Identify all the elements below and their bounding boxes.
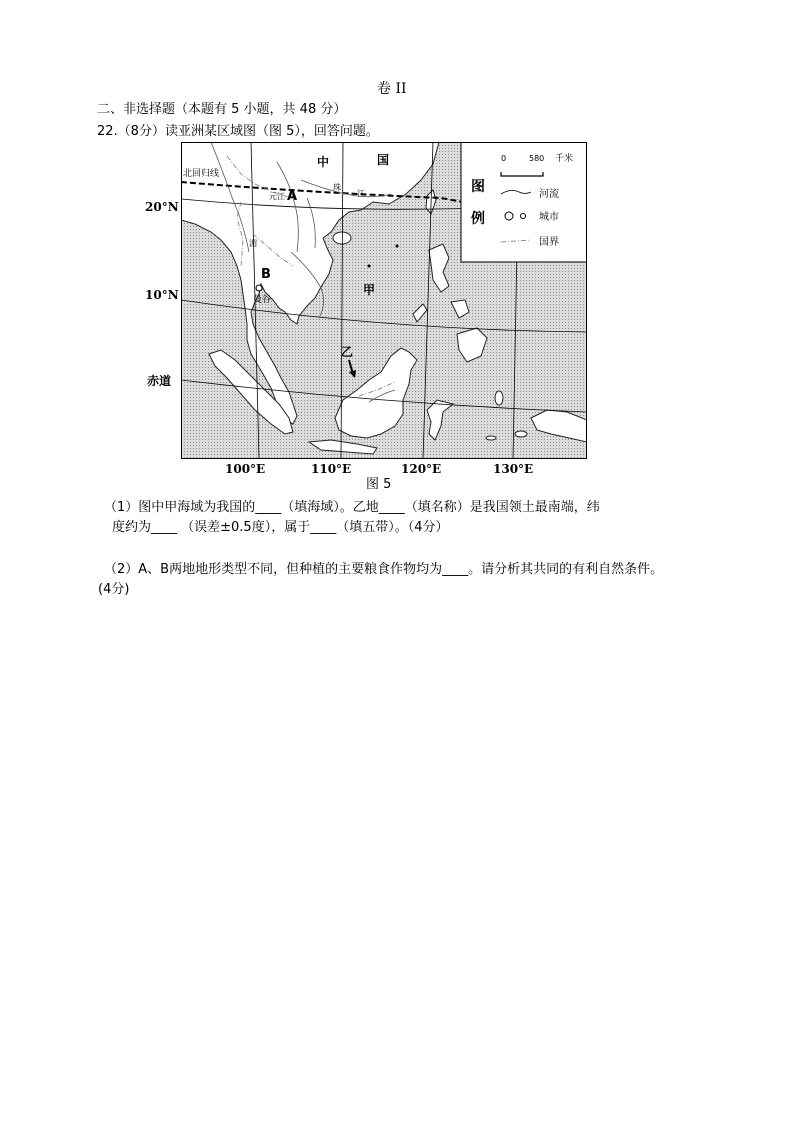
lon-label-130e: 130°E (493, 462, 534, 476)
question-1-line-2: 度约为____ （误差±0.5度），属于____（填五带）。（4分） (112, 520, 449, 535)
scale-value-label: 580 (529, 154, 545, 163)
small-island (486, 436, 496, 440)
question-1-line-1: （1）图中甲海域为我国的____（填海域）。乙地____（填名称）是我国领土最南端，纬 (104, 500, 600, 515)
tropic-label: 北回归线 (183, 169, 220, 179)
question-2-line-1: （2）A、B两地地形类型不同，但种植的主要粮食作物均为____。请分析其共同的有利自然条件。 (104, 562, 664, 577)
point-b-label: B (261, 267, 271, 282)
large-city-legend-icon (505, 212, 513, 220)
scale-zero-label: 0 (501, 154, 507, 163)
lon-label-110e: 110°E (311, 462, 352, 476)
sea-jia-label: 甲 (363, 283, 376, 297)
lat-label-equator: 赤道 (147, 374, 172, 388)
small-city-legend-icon (521, 214, 526, 219)
country-label-zhong: 中 (317, 155, 330, 169)
lat-label-10n: 10°N (145, 288, 179, 302)
question-intro: 22.（8分）读亚洲某区域图（图 5），回答问题。 (97, 124, 379, 139)
legend-title-tu: 图 (471, 179, 485, 195)
river-jiang-label: 江 (357, 189, 365, 198)
figure-caption: 图 5 (366, 477, 392, 492)
city-yuanjiang-label: 元江 (269, 192, 285, 201)
bangkok-city-marker (256, 285, 262, 291)
city-bangkok-label: 曼谷 (253, 295, 272, 305)
section-title: 二、非选择题（本题有 5 小题，共 48 分） (97, 102, 347, 117)
lon-label-120e: 120°E (401, 462, 442, 476)
lon-label-100e: 100°E (225, 462, 266, 476)
asia-region-map (181, 142, 587, 459)
legend-title-li: 例 (471, 211, 485, 227)
river-mei-label: 湄 (249, 239, 257, 248)
lat-label-20n: 20°N (145, 200, 179, 214)
scale-unit-label: 千米 (555, 154, 574, 164)
river-zhu-label: 珠 (333, 183, 341, 192)
volume-title: 卷 II (377, 81, 407, 97)
legend-border-label: 国界 (539, 237, 559, 248)
point-a-label: A (287, 189, 298, 204)
point-yi-label: 乙 (341, 345, 354, 359)
map-legend (461, 142, 587, 262)
country-label-guo: 国 (377, 153, 390, 167)
island-marker (368, 265, 371, 268)
legend-city-label: 城市 (539, 212, 559, 223)
small-island (515, 431, 527, 437)
legend-river-label: 河流 (539, 189, 559, 200)
small-island (495, 391, 503, 405)
island-marker (396, 245, 399, 248)
question-2-line-2: (4分) (98, 582, 130, 597)
